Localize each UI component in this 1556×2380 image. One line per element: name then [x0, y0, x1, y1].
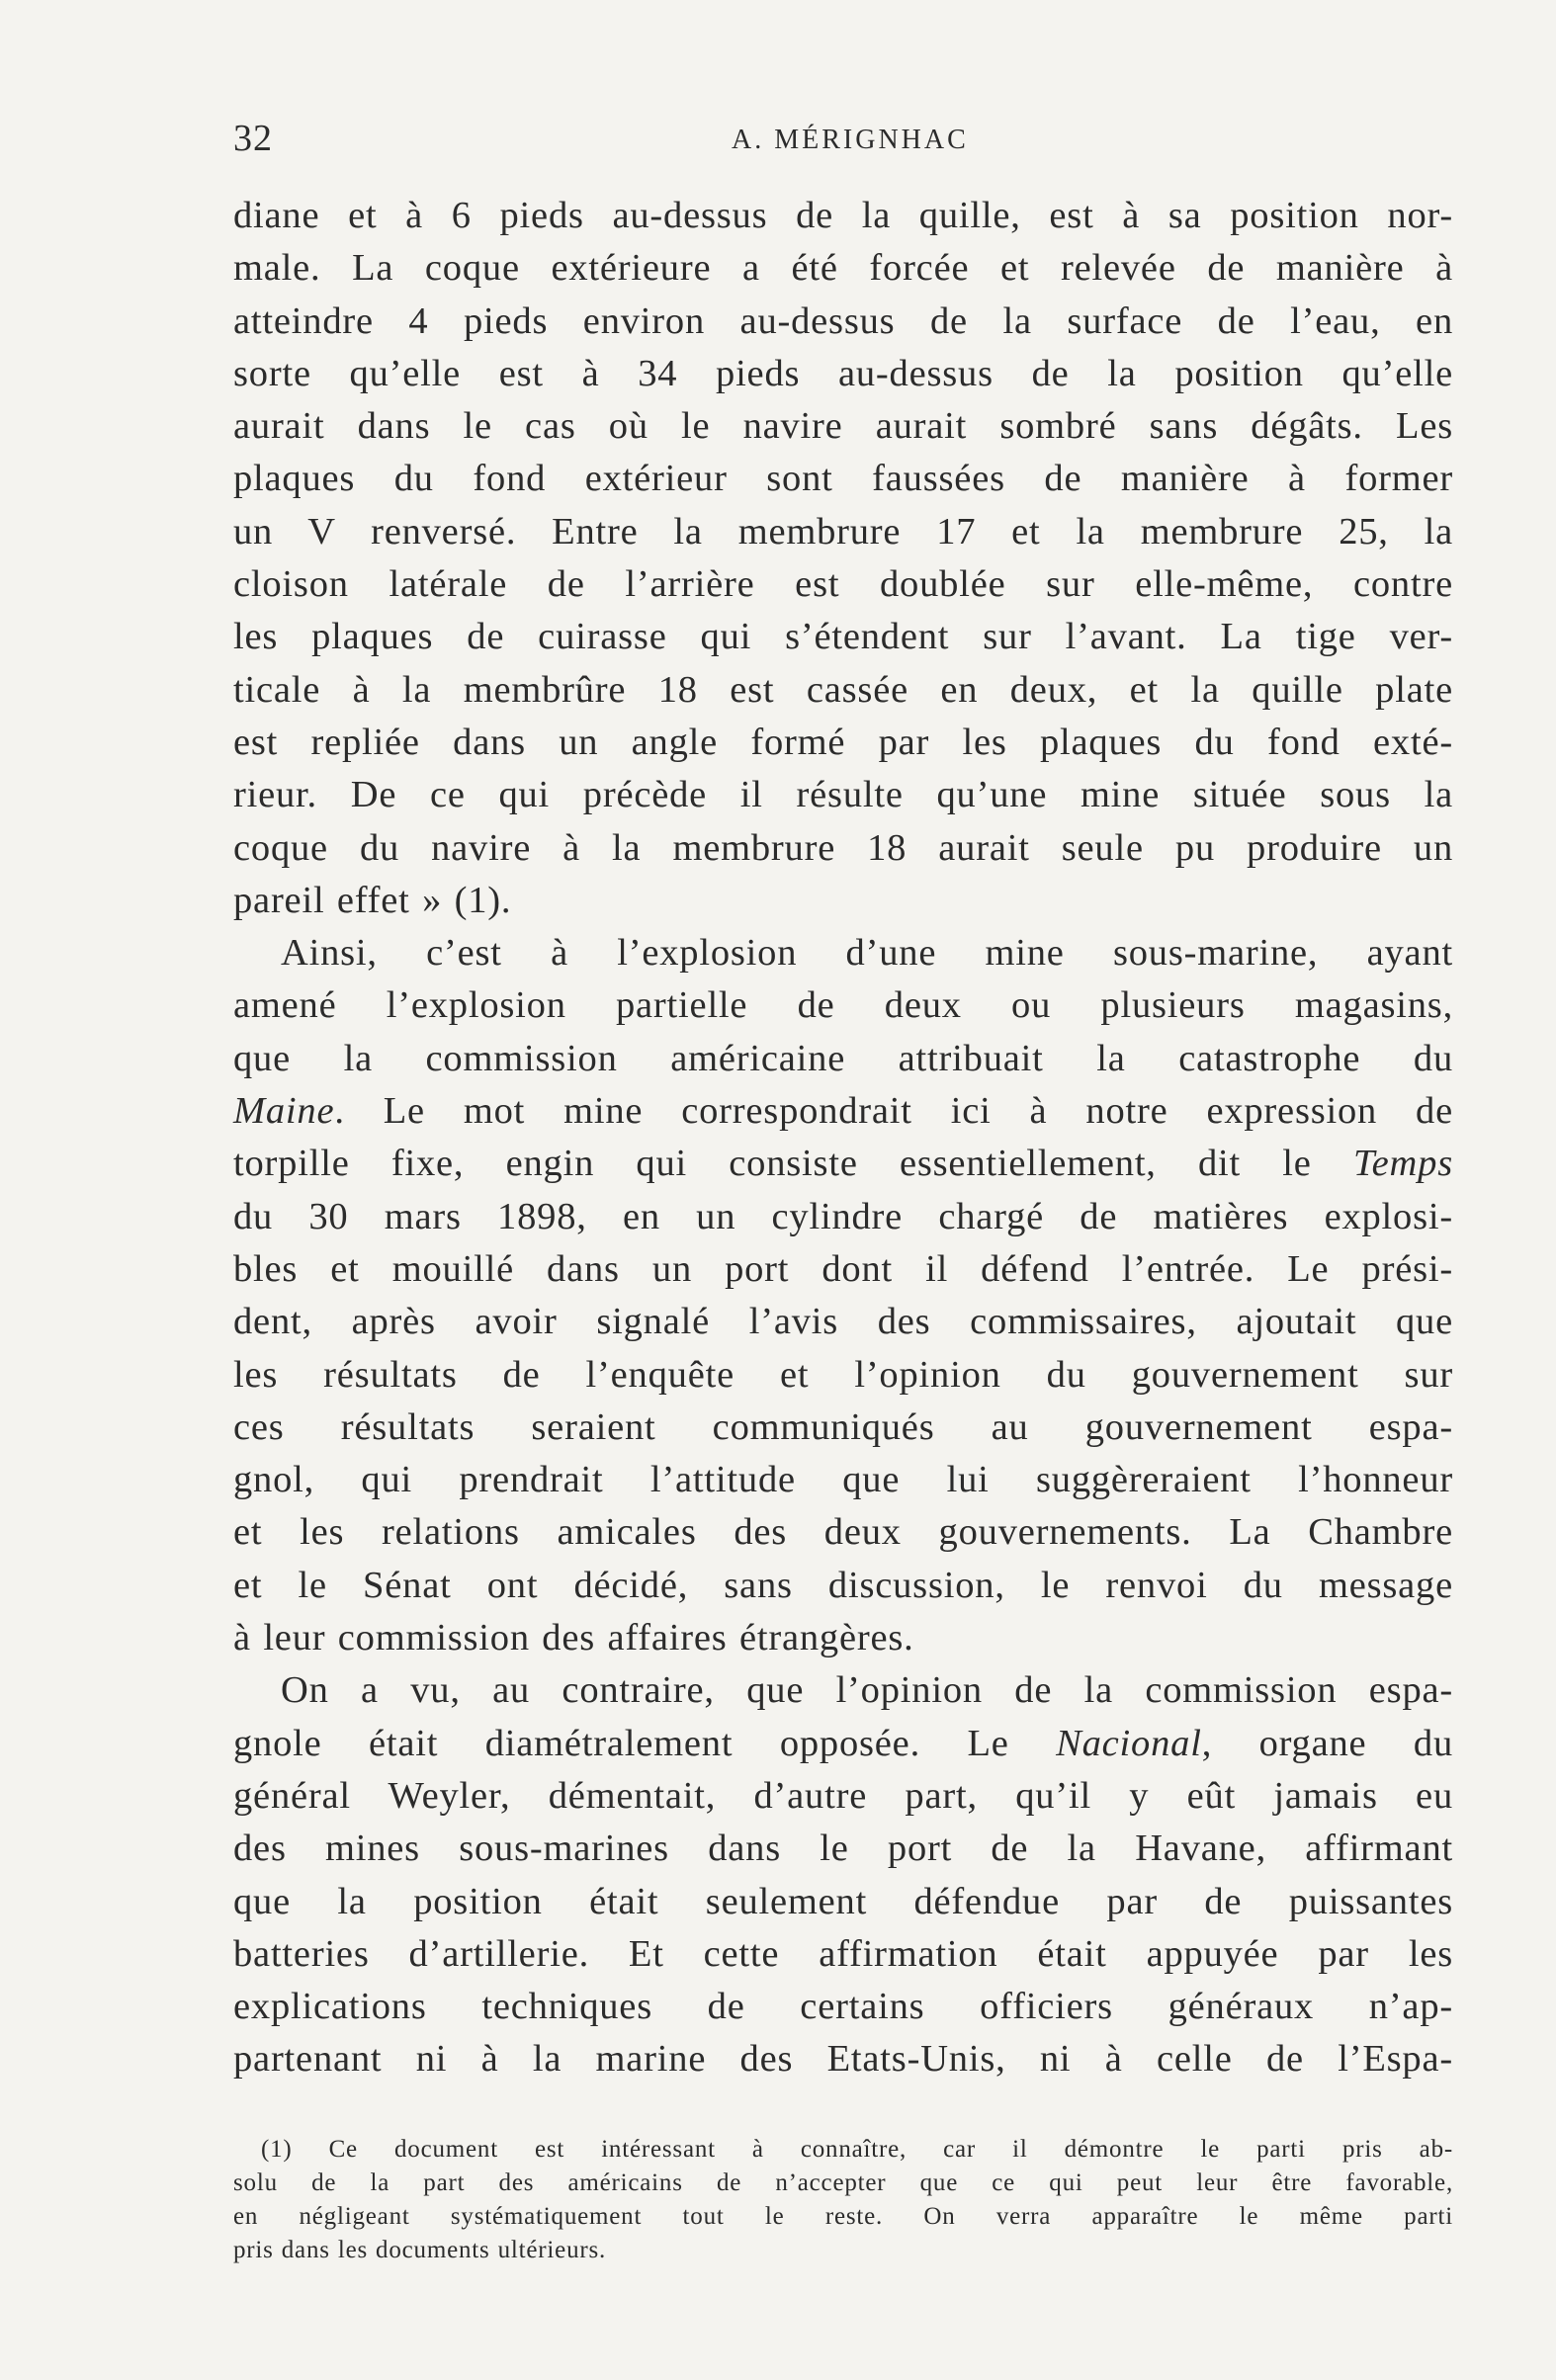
- italic-title-nacional: Nacional: [1056, 1722, 1202, 1764]
- italic-title-temps: Temps: [1352, 1143, 1453, 1185]
- text-segment: , organe du: [1201, 1722, 1453, 1764]
- text-line: partenant ni à la marine des Etats-Unis, ni à celle de l’Espa-: [233, 2038, 1453, 2081]
- text-line: les plaques de cuirasse qui s’étendent sur l’avant. La tige ver-: [233, 616, 1453, 658]
- text-line: On a vu, au contraire, que l’opinion de la commission espa-: [281, 1669, 1453, 1712]
- text-line: gnol, qui prendrait l’attitude que lui suggèreraient l’honneur: [233, 1459, 1453, 1501]
- text-line: ces résultats seraient communiqués au gouvernement espa-: [233, 1405, 1453, 1448]
- text-line: male. La coque extérieure a été forcée et relevée de manière à: [233, 247, 1453, 290]
- text-line: un V renversé. Entre la membrure 17 et la membrure 25, la: [233, 510, 1453, 552]
- text-line: et les relations amicales des deux gouvernements. La Chambre: [233, 1511, 1453, 1554]
- footnote-line: pris dans les documents ultérieurs.: [233, 2237, 607, 2263]
- text-line: général Weyler, démentait, d’autre part, qu’il y eût jamais eu: [233, 1774, 1453, 1817]
- text-line: des mines sous-marines dans le port de la Havane, affirmant: [233, 1828, 1453, 1870]
- text-line: ticale à la membrûre 18 est cassée en deux, et la quille plate: [233, 668, 1453, 711]
- footnote: [233, 2133, 1453, 2267]
- text-line: [233, 1718, 1453, 1770]
- text-line: Ainsi, c’est à l’explosion d’une mine sous-marine, ayant: [281, 932, 1453, 975]
- text-line: que la position était seulement défendue par de puissantes: [233, 1880, 1453, 1922]
- footnote-line: en négligeant systématiquement tout le reste. On verra apparaître le même parti: [233, 2203, 1453, 2230]
- italic-title-maine: Maine: [233, 1090, 335, 1133]
- text-line: sorte qu’elle est à 34 pieds au-dessus de la position qu’elle: [233, 352, 1453, 394]
- text-line: que la commission américaine attribuait la catastrophe du: [233, 1037, 1453, 1079]
- page-header: [233, 117, 1459, 166]
- text-line: bles et mouillé dans un port dont il défend l’entrée. Le prési-: [233, 1247, 1453, 1290]
- text-line: cloison latérale de l’arrière est doublée sur elle-même, contre: [233, 563, 1453, 606]
- text-line: les résultats de l’enquête et l’opinion du gouvernement sur: [233, 1353, 1453, 1396]
- running-head: A. MÉRIGNHAC: [732, 125, 969, 155]
- footnote-line: (1) Ce document est intéressant à connaître, car il démontre le parti pris ab-: [261, 2136, 1453, 2163]
- text-line: plaques du fond extérieur sont faussées de manière à former: [233, 458, 1453, 500]
- text-segment: gnole était diamétralement opposée. Le: [233, 1722, 1009, 1764]
- text-line: aurait dans le cas où le navire aurait sombré sans dégâts. Les: [233, 405, 1453, 448]
- text-line: [233, 1085, 1453, 1138]
- footnote-line: solu de la part des américains de n’accepter que ce qui peut leur être favorable,: [233, 2169, 1453, 2196]
- text-line: dent, après avoir signalé l’avis des commissaires, ajoutait que: [233, 1301, 1453, 1343]
- text-line: rieur. De ce qui précède il résulte qu’une mine située sous la: [233, 774, 1453, 816]
- text-line: atteindre 4 pieds environ au-dessus de la surface de l’eau, en: [233, 299, 1453, 342]
- text-segment: . Le mot mine correspondrait ici à notre expression de: [334, 1090, 1453, 1133]
- text-line: est repliée dans un angle formé par les plaques du fond exté-: [233, 721, 1453, 763]
- text-line: explications techniques de certains officiers généraux n’ap-: [233, 1986, 1453, 2028]
- text-line: et le Sénat ont décidé, sans discussion, le renvoi du message: [233, 1564, 1453, 1606]
- text-line: pareil effet » (1).: [233, 879, 512, 921]
- text-line: batteries d’artillerie. Et cette affirmation était appuyée par les: [233, 1932, 1453, 1975]
- text-line: diane et à 6 pieds au-dessus de la quille, est à sa position nor-: [233, 195, 1453, 236]
- text-line: coque du navire à la membrure 18 aurait seule pu produire un: [233, 826, 1453, 869]
- page-number: 32: [233, 118, 273, 159]
- body-text: [233, 190, 1453, 2086]
- text-line: amené l’explosion partielle de deux ou plusieurs magasins,: [233, 984, 1453, 1027]
- text-line: [233, 1138, 1453, 1190]
- text-line: du 30 mars 1898, en un cylindre chargé de matières explosi-: [233, 1195, 1453, 1237]
- text-segment: torpille fixe, engin qui consiste essentiellement, dit le: [233, 1143, 1312, 1185]
- text-line: à leur commission des affaires étrangères.: [233, 1617, 914, 1659]
